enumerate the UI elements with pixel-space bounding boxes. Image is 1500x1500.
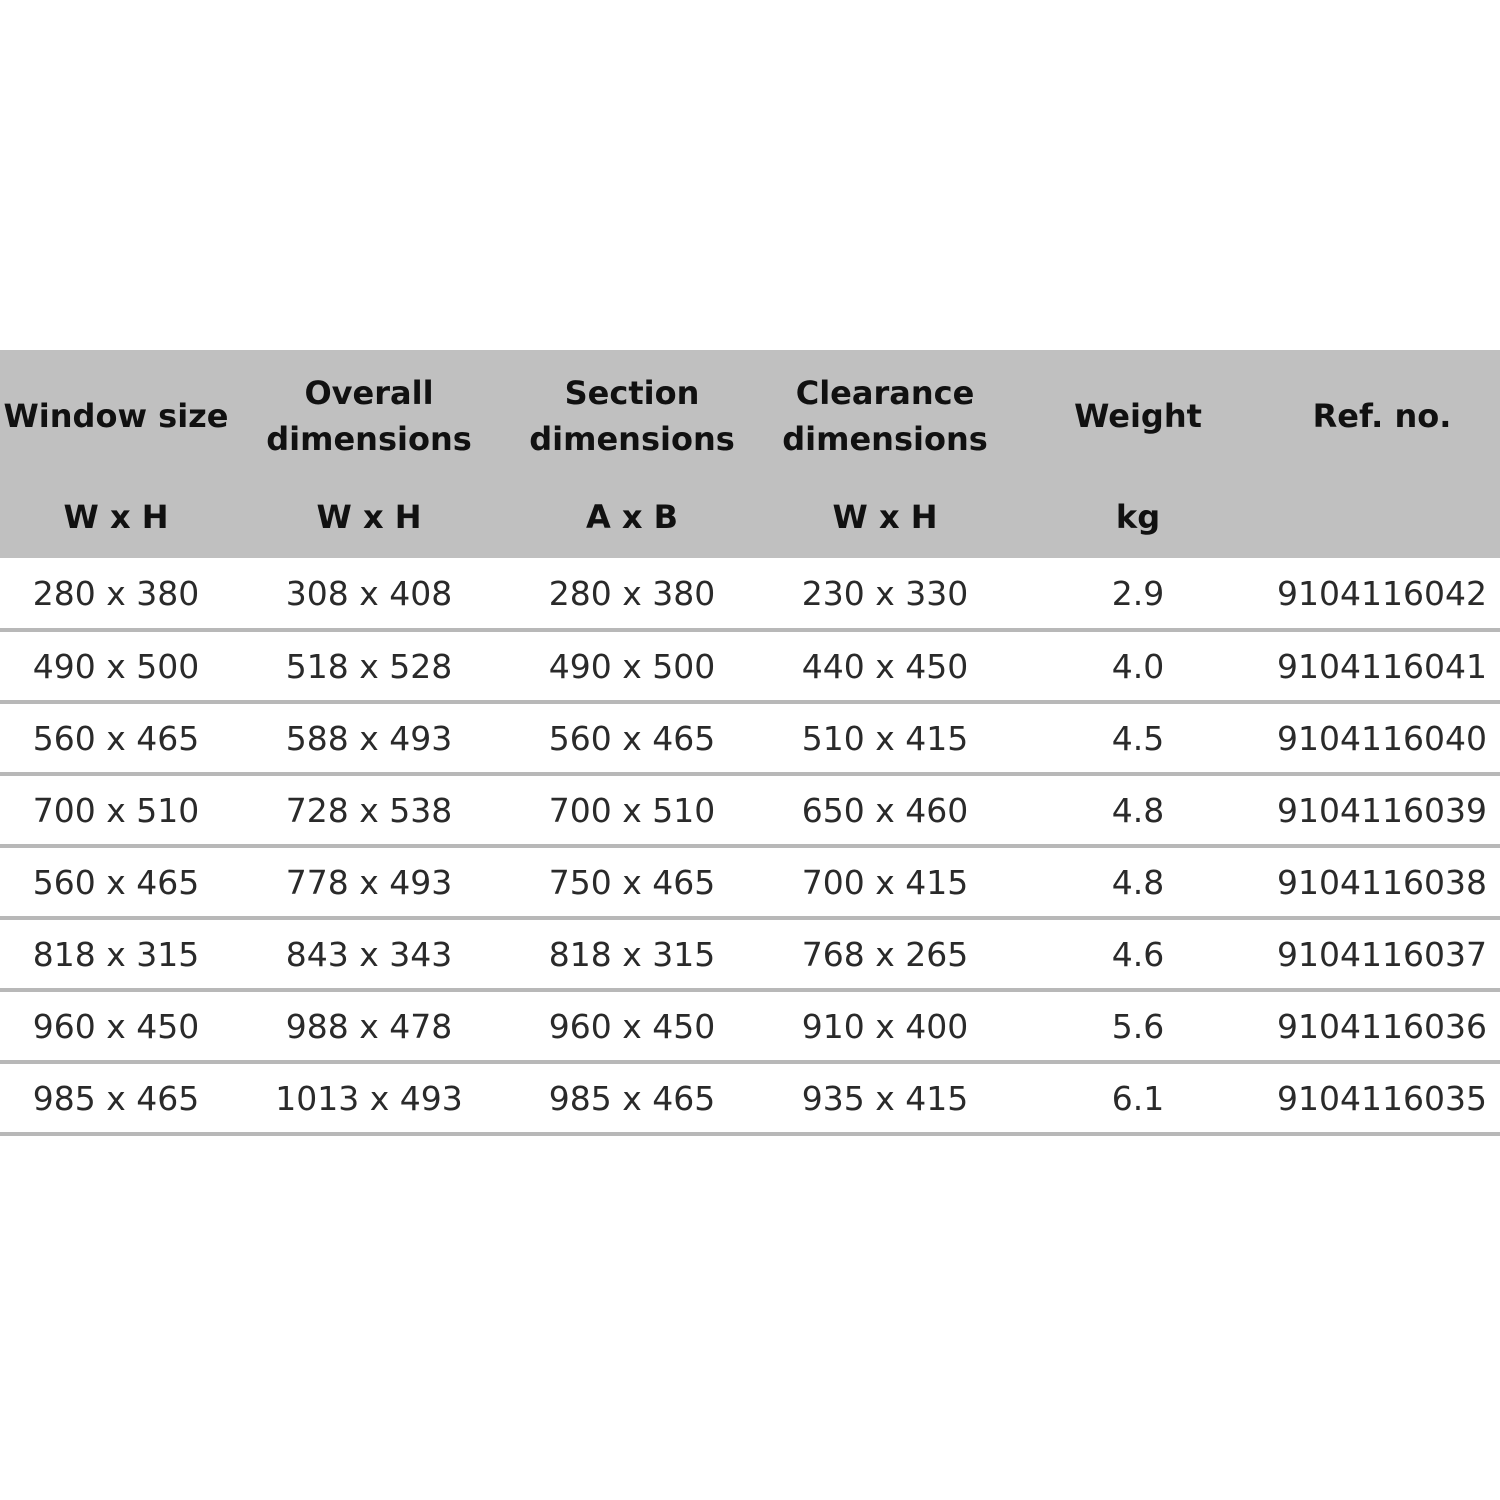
cell-section-dimensions: 560 x 465 <box>506 702 758 774</box>
header-unit: A x B <box>585 498 679 536</box>
cell-section-dimensions: 960 x 450 <box>506 990 758 1062</box>
cell-ref-no: 9104116035 <box>1264 1062 1500 1134</box>
cell-section-dimensions: 985 x 465 <box>506 1062 758 1134</box>
header-section-dimensions <box>506 350 758 558</box>
spec-table <box>0 350 1500 1136</box>
cell-window-size: 490 x 500 <box>0 630 232 702</box>
table-row <box>0 846 1500 918</box>
header-unit: W x H <box>832 498 938 536</box>
cell-section-dimensions: 490 x 500 <box>506 630 758 702</box>
cell-window-size: 818 x 315 <box>0 918 232 990</box>
table-row <box>0 630 1500 702</box>
cell-overall-dimensions: 1013 x 493 <box>232 1062 506 1134</box>
cell-overall-dimensions: 988 x 478 <box>232 990 506 1062</box>
cell-window-size: 960 x 450 <box>0 990 232 1062</box>
table-body <box>0 558 1500 1134</box>
cell-weight: 4.8 <box>1012 774 1264 846</box>
cell-clearance-dimensions: 510 x 415 <box>758 702 1012 774</box>
cell-weight: 4.5 <box>1012 702 1264 774</box>
header-title: Section dimensions <box>529 374 735 458</box>
header-weight <box>1012 350 1264 558</box>
header-title: Weight <box>1074 397 1202 435</box>
header-title: Window size <box>3 397 229 435</box>
table-row <box>0 558 1500 630</box>
header-title: Overall dimensions <box>266 374 472 458</box>
cell-weight: 2.9 <box>1012 558 1264 630</box>
cell-weight: 4.0 <box>1012 630 1264 702</box>
table-header <box>0 350 1500 558</box>
cell-ref-no: 9104116042 <box>1264 558 1500 630</box>
header-unit: W x H <box>63 498 169 536</box>
header-clearance-dimensions <box>758 350 1012 558</box>
cell-overall-dimensions: 308 x 408 <box>232 558 506 630</box>
header-unit: W x H <box>316 498 422 536</box>
cell-weight: 5.6 <box>1012 990 1264 1062</box>
cell-clearance-dimensions: 230 x 330 <box>758 558 1012 630</box>
table-row <box>0 990 1500 1062</box>
cell-section-dimensions: 818 x 315 <box>506 918 758 990</box>
table-row <box>0 774 1500 846</box>
cell-overall-dimensions: 588 x 493 <box>232 702 506 774</box>
table-row <box>0 918 1500 990</box>
header-row <box>0 350 1500 558</box>
cell-window-size: 280 x 380 <box>0 558 232 630</box>
cell-clearance-dimensions: 650 x 460 <box>758 774 1012 846</box>
cell-overall-dimensions: 843 x 343 <box>232 918 506 990</box>
cell-window-size: 560 x 465 <box>0 702 232 774</box>
header-title: Ref. no. <box>1312 397 1452 435</box>
cell-weight: 4.6 <box>1012 918 1264 990</box>
header-window-size <box>0 350 232 558</box>
cell-clearance-dimensions: 935 x 415 <box>758 1062 1012 1134</box>
cell-window-size: 700 x 510 <box>0 774 232 846</box>
cell-overall-dimensions: 728 x 538 <box>232 774 506 846</box>
cell-weight: 4.8 <box>1012 846 1264 918</box>
table-row <box>0 1062 1500 1134</box>
cell-window-size: 985 x 465 <box>0 1062 232 1134</box>
cell-overall-dimensions: 778 x 493 <box>232 846 506 918</box>
cell-section-dimensions: 280 x 380 <box>506 558 758 630</box>
cell-window-size: 560 x 465 <box>0 846 232 918</box>
header-overall-dimensions <box>232 350 506 558</box>
header-ref-no <box>1264 350 1500 558</box>
cell-ref-no: 9104116036 <box>1264 990 1500 1062</box>
header-title: Clearance dimensions <box>782 374 988 458</box>
cell-weight: 6.1 <box>1012 1062 1264 1134</box>
cell-clearance-dimensions: 700 x 415 <box>758 846 1012 918</box>
cell-clearance-dimensions: 768 x 265 <box>758 918 1012 990</box>
cell-clearance-dimensions: 910 x 400 <box>758 990 1012 1062</box>
header-unit: kg <box>1115 498 1161 536</box>
cell-ref-no: 9104116037 <box>1264 918 1500 990</box>
cell-ref-no: 9104116040 <box>1264 702 1500 774</box>
cell-ref-no: 9104116038 <box>1264 846 1500 918</box>
cell-section-dimensions: 750 x 465 <box>506 846 758 918</box>
cell-clearance-dimensions: 440 x 450 <box>758 630 1012 702</box>
cell-section-dimensions: 700 x 510 <box>506 774 758 846</box>
cell-ref-no: 9104116041 <box>1264 630 1500 702</box>
cell-overall-dimensions: 518 x 528 <box>232 630 506 702</box>
cell-ref-no: 9104116039 <box>1264 774 1500 846</box>
table-row <box>0 702 1500 774</box>
